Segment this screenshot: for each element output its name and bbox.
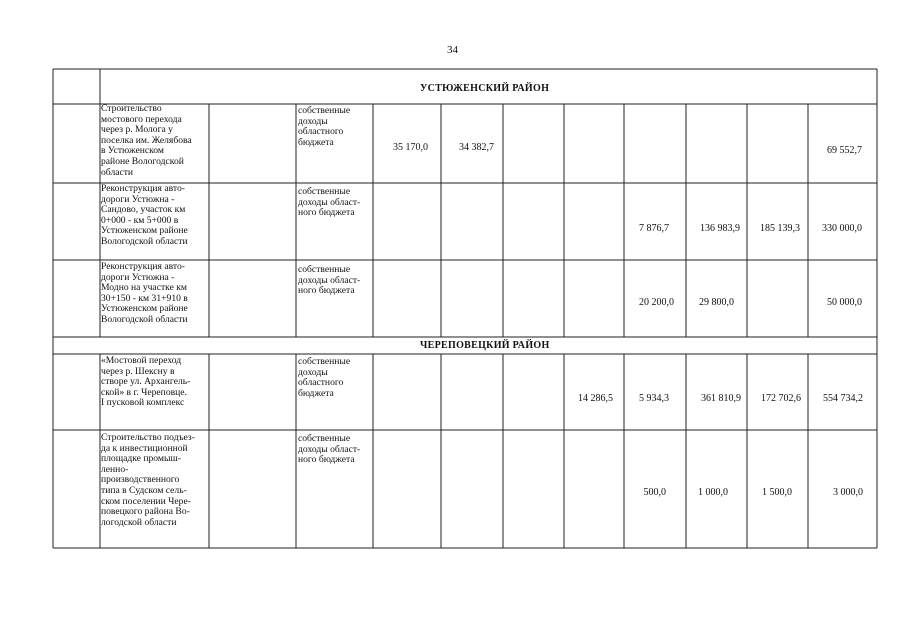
row-value-5: 7 876,7 — [639, 223, 669, 234]
row-name: «Мостовой переход через р. Шексну в створе ул. Архангель- ской» в г. Череповце. I пусковой комплекс — [101, 355, 191, 409]
row-source: собственные доходы област- ного бюджета — [298, 433, 361, 466]
row-source: собственные доходы областного бюджета — [298, 105, 351, 148]
row-source: собственные доходы областного бюджета — [298, 356, 351, 399]
row-total: 330 000,0 — [822, 223, 862, 234]
row-name: Строительство подъез- да к инвестиционной площадке промыш- ленно- производственного типа в Судском сель- ском поселении Чере- повецкого района Во- логодской области — [101, 432, 195, 528]
row-value-5: 5 934,3 — [639, 393, 669, 404]
row-total: 3 000,0 — [833, 487, 863, 498]
row-value-6: 361 810,9 — [701, 393, 741, 404]
row-value-2: 34 382,7 — [459, 142, 494, 153]
row-value-1: 35 170,0 — [393, 142, 428, 153]
row-total: 554 734,2 — [823, 393, 863, 404]
row-value-7: 172 702,6 — [761, 393, 801, 404]
row-value-6: 29 800,0 — [699, 297, 734, 308]
row-total: 69 552,7 — [827, 145, 862, 156]
row-value-6: 1 000,0 — [698, 487, 728, 498]
section-title: УСТЮЖЕНСКИЙ РАЙОН — [420, 83, 550, 94]
row-value-7: 1 500,0 — [762, 487, 792, 498]
page-number: 34 — [447, 44, 458, 56]
row-value-5: 500,0 — [643, 487, 666, 498]
row-value-5: 20 200,0 — [639, 297, 674, 308]
row-name: Реконструкция авто- дороги Устюжна - Сандово, участок км 0+000 - км 5+000 в Устюженском районе Вологодской области — [101, 183, 188, 247]
row-name: Строительство мостового перехода через р. Молога у поселка им. Желябова в Устюженском районе Вологодской области — [101, 103, 192, 178]
row-value-7: 185 139,3 — [760, 223, 800, 234]
row-total: 50 000,0 — [827, 297, 862, 308]
row-source: собственные доходы област- ного бюджета — [298, 264, 361, 297]
row-value-6: 136 983,9 — [700, 223, 740, 234]
row-value-4: 14 286,5 — [578, 393, 613, 404]
row-source: собственные доходы област- ного бюджета — [298, 186, 361, 219]
section-title: ЧЕРЕПОВЕЦКИЙ РАЙОН — [420, 340, 550, 351]
row-name: Реконструкция авто- дороги Устюжна - Модно на участке км 30+150 - км 31+910 в Устюженском районе Вологодской области — [101, 261, 188, 325]
